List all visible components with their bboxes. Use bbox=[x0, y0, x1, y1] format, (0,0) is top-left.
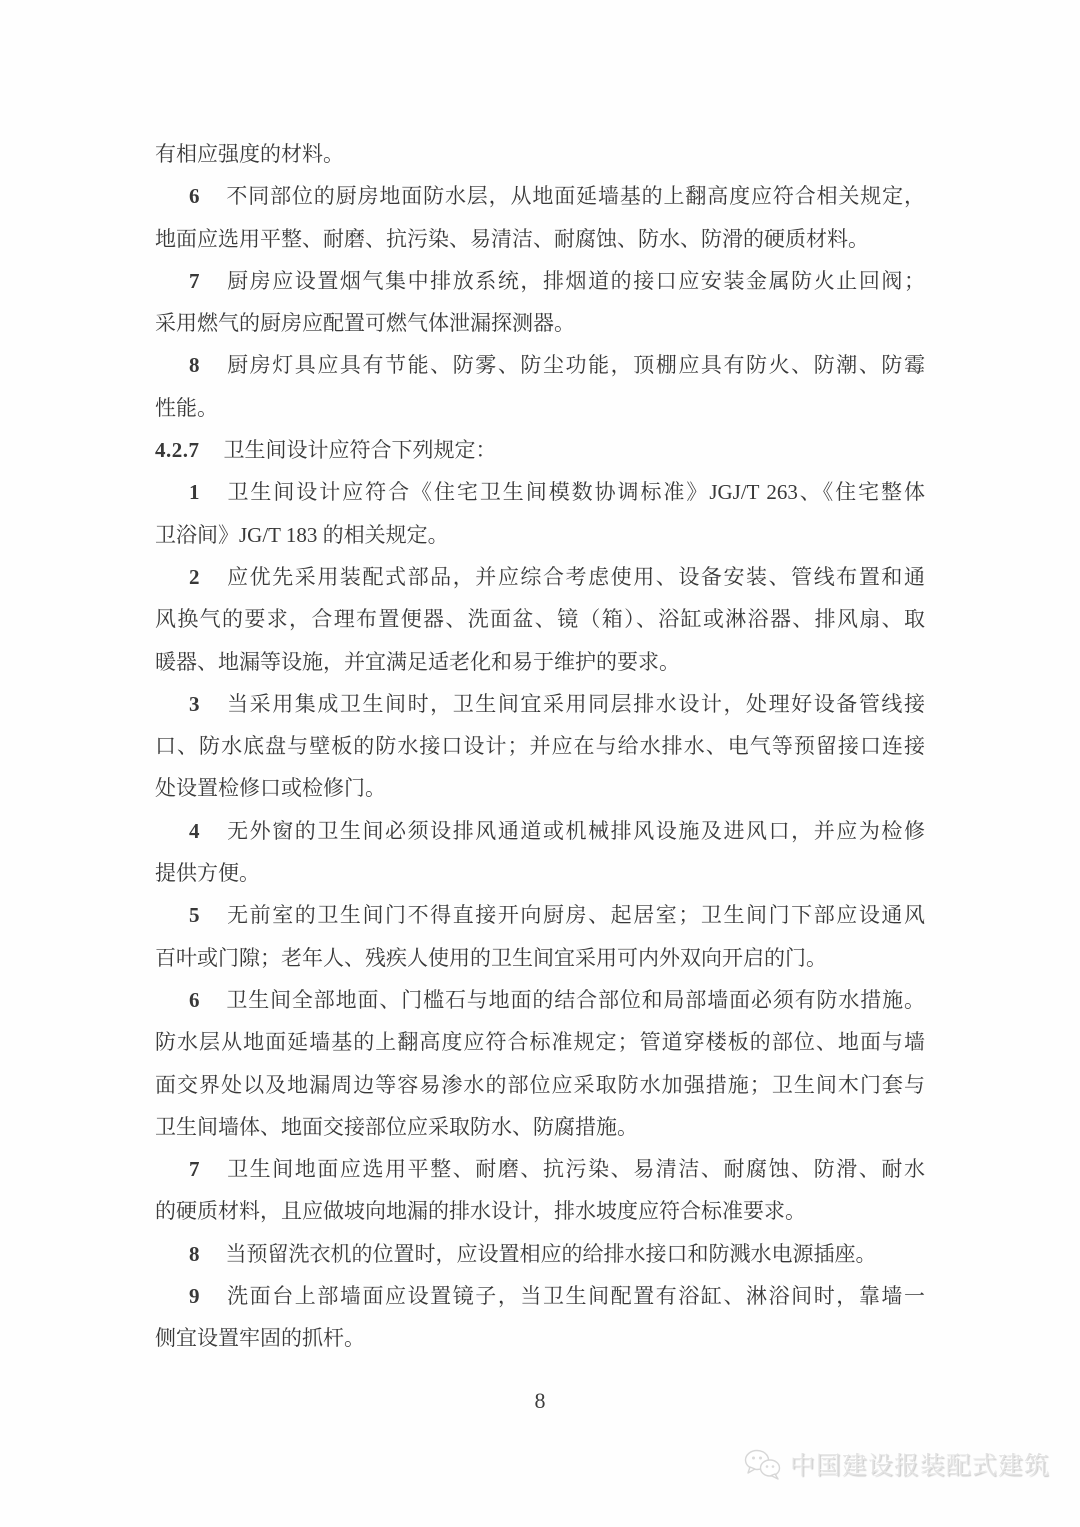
text-line bbox=[155, 1148, 925, 1190]
line-text: 卫生间设计应符合《住宅卫生间模数协调标准》JGJ/T 263、《住宅整体 bbox=[225, 480, 925, 505]
watermark-text: 中国建设报装配式建筑 bbox=[789, 1452, 1050, 1480]
text-line: 的硬质材料，且应做坡向地漏的排水设计，排水坡度应符合标准要求。 bbox=[155, 1199, 806, 1224]
item-number: 1 bbox=[189, 480, 200, 505]
text-line: 口、防水底盘与壁板的防水接口设计；并应在与给水排水、电气等预留接口连接 bbox=[155, 734, 925, 759]
line-text: 无前室的卫生间门不得直接开向厨房、起居室；卫生间门下部应设通风 bbox=[225, 903, 925, 928]
text-line bbox=[155, 1275, 925, 1317]
line-text: 不同部位的厨房地面防水层，从地面延墙基的上翻高度应符合相关规定， bbox=[225, 184, 925, 209]
text-line: 性能。 bbox=[155, 395, 218, 420]
text-line: 风换气的要求，合理布置便器、洗面盆、镜（箱）、浴缸或淋浴器、排风扇、取 bbox=[155, 607, 925, 632]
text-line bbox=[155, 429, 925, 471]
text-line bbox=[155, 894, 925, 936]
line-text: 卫生间地面应选用平整、耐磨、抗污染、易清洁、耐腐蚀、防滑、耐水 bbox=[225, 1157, 925, 1182]
text-line: 百叶或门隙；老年人、残疾人使用的卫生间宜采用可内外双向开启的门。 bbox=[155, 945, 827, 970]
watermark bbox=[744, 1446, 1050, 1482]
line-text: 卫生间全部地面、门槛石与地面的结合部位和局部墙面必须有防水措施。 bbox=[225, 987, 925, 1012]
document-body bbox=[155, 133, 925, 1360]
text-line: 提供方便。 bbox=[155, 861, 260, 886]
text-line: 暖器、地漏等设施，并宜满足适老化和易于维护的要求。 bbox=[155, 649, 680, 674]
item-number: 6 bbox=[189, 987, 200, 1012]
page-number: 8 bbox=[534, 1388, 546, 1413]
text-line bbox=[155, 260, 925, 302]
line-text: 当采用集成卫生间时，卫生间宜采用同层排水设计，处理好设备管线接 bbox=[225, 691, 925, 716]
text-line bbox=[155, 810, 925, 852]
line-text: 应优先采用装配式部品，并应综合考虑使用、设备安装、管线布置和通 bbox=[225, 564, 925, 589]
text-line bbox=[155, 556, 925, 598]
item-number: 2 bbox=[189, 564, 200, 589]
text-line: 采用燃气的厨房应配置可燃气体泄漏探测器。 bbox=[155, 311, 575, 336]
line-text: 洗面台上部墙面应设置镜子，当卫生间配置有浴缸、淋浴间时，靠墙一 bbox=[225, 1284, 925, 1309]
item-number: 3 bbox=[189, 691, 200, 716]
text-line: 防水层从地面延墙基的上翻高度应符合标准规定；管道穿楼板的部位、地面与墙 bbox=[155, 1030, 925, 1055]
text-line: 侧宜设置牢固的抓杆。 bbox=[155, 1326, 365, 1351]
wechat-icon bbox=[744, 1448, 782, 1480]
text-line: 有相应强度的材料。 bbox=[155, 142, 344, 166]
item-number: 9 bbox=[189, 1284, 200, 1309]
item-number: 7 bbox=[189, 268, 200, 293]
item-number: 8 bbox=[189, 1241, 200, 1266]
item-number: 7 bbox=[189, 1157, 200, 1182]
line-text: 当预留洗衣机的位置时，应设置相应的给排水接口和防溅水电源插座。 bbox=[225, 1241, 877, 1266]
item-number: 6 bbox=[189, 184, 200, 209]
line-text: 厨房应设置烟气集中排放系统，排烟道的接口应安装金属防火止回阀； bbox=[225, 268, 925, 293]
text-line: 处设置检修口或检修门。 bbox=[155, 776, 386, 801]
line-text: 厨房灯具应具有节能、防雾、防尘功能，顶棚应具有防火、防潮、防霉 bbox=[225, 353, 925, 378]
item-number: 4 bbox=[189, 818, 200, 843]
text-line bbox=[155, 1233, 925, 1275]
line-text: 无外窗的卫生间必须设排风通道或机械排风设施及进风口，并应为检修 bbox=[225, 818, 925, 843]
item-number: 5 bbox=[189, 903, 200, 928]
text-line: 卫生间墙体、地面交接部位应采取防水、防腐措施。 bbox=[155, 1114, 638, 1139]
text-line: 地面应选用平整、耐磨、抗污染、易清洁、耐腐蚀、防水、防滑的硬质材料。 bbox=[155, 226, 869, 251]
text-line: 面交界处以及地漏周边等容易渗水的部位应采取防水加强措施；卫生间木门套与 bbox=[155, 1072, 925, 1097]
text-line bbox=[155, 979, 925, 1021]
line-text: 卫生间设计应符合下列规定： bbox=[223, 438, 497, 463]
text-line bbox=[155, 175, 925, 217]
text-line bbox=[155, 344, 925, 386]
item-number: 4.2.7 bbox=[155, 438, 200, 463]
text-line bbox=[155, 683, 925, 725]
text-line: 卫浴间》JG/T 183 的相关规定。 bbox=[155, 522, 449, 547]
item-number: 8 bbox=[189, 353, 200, 378]
text-line bbox=[155, 471, 925, 513]
